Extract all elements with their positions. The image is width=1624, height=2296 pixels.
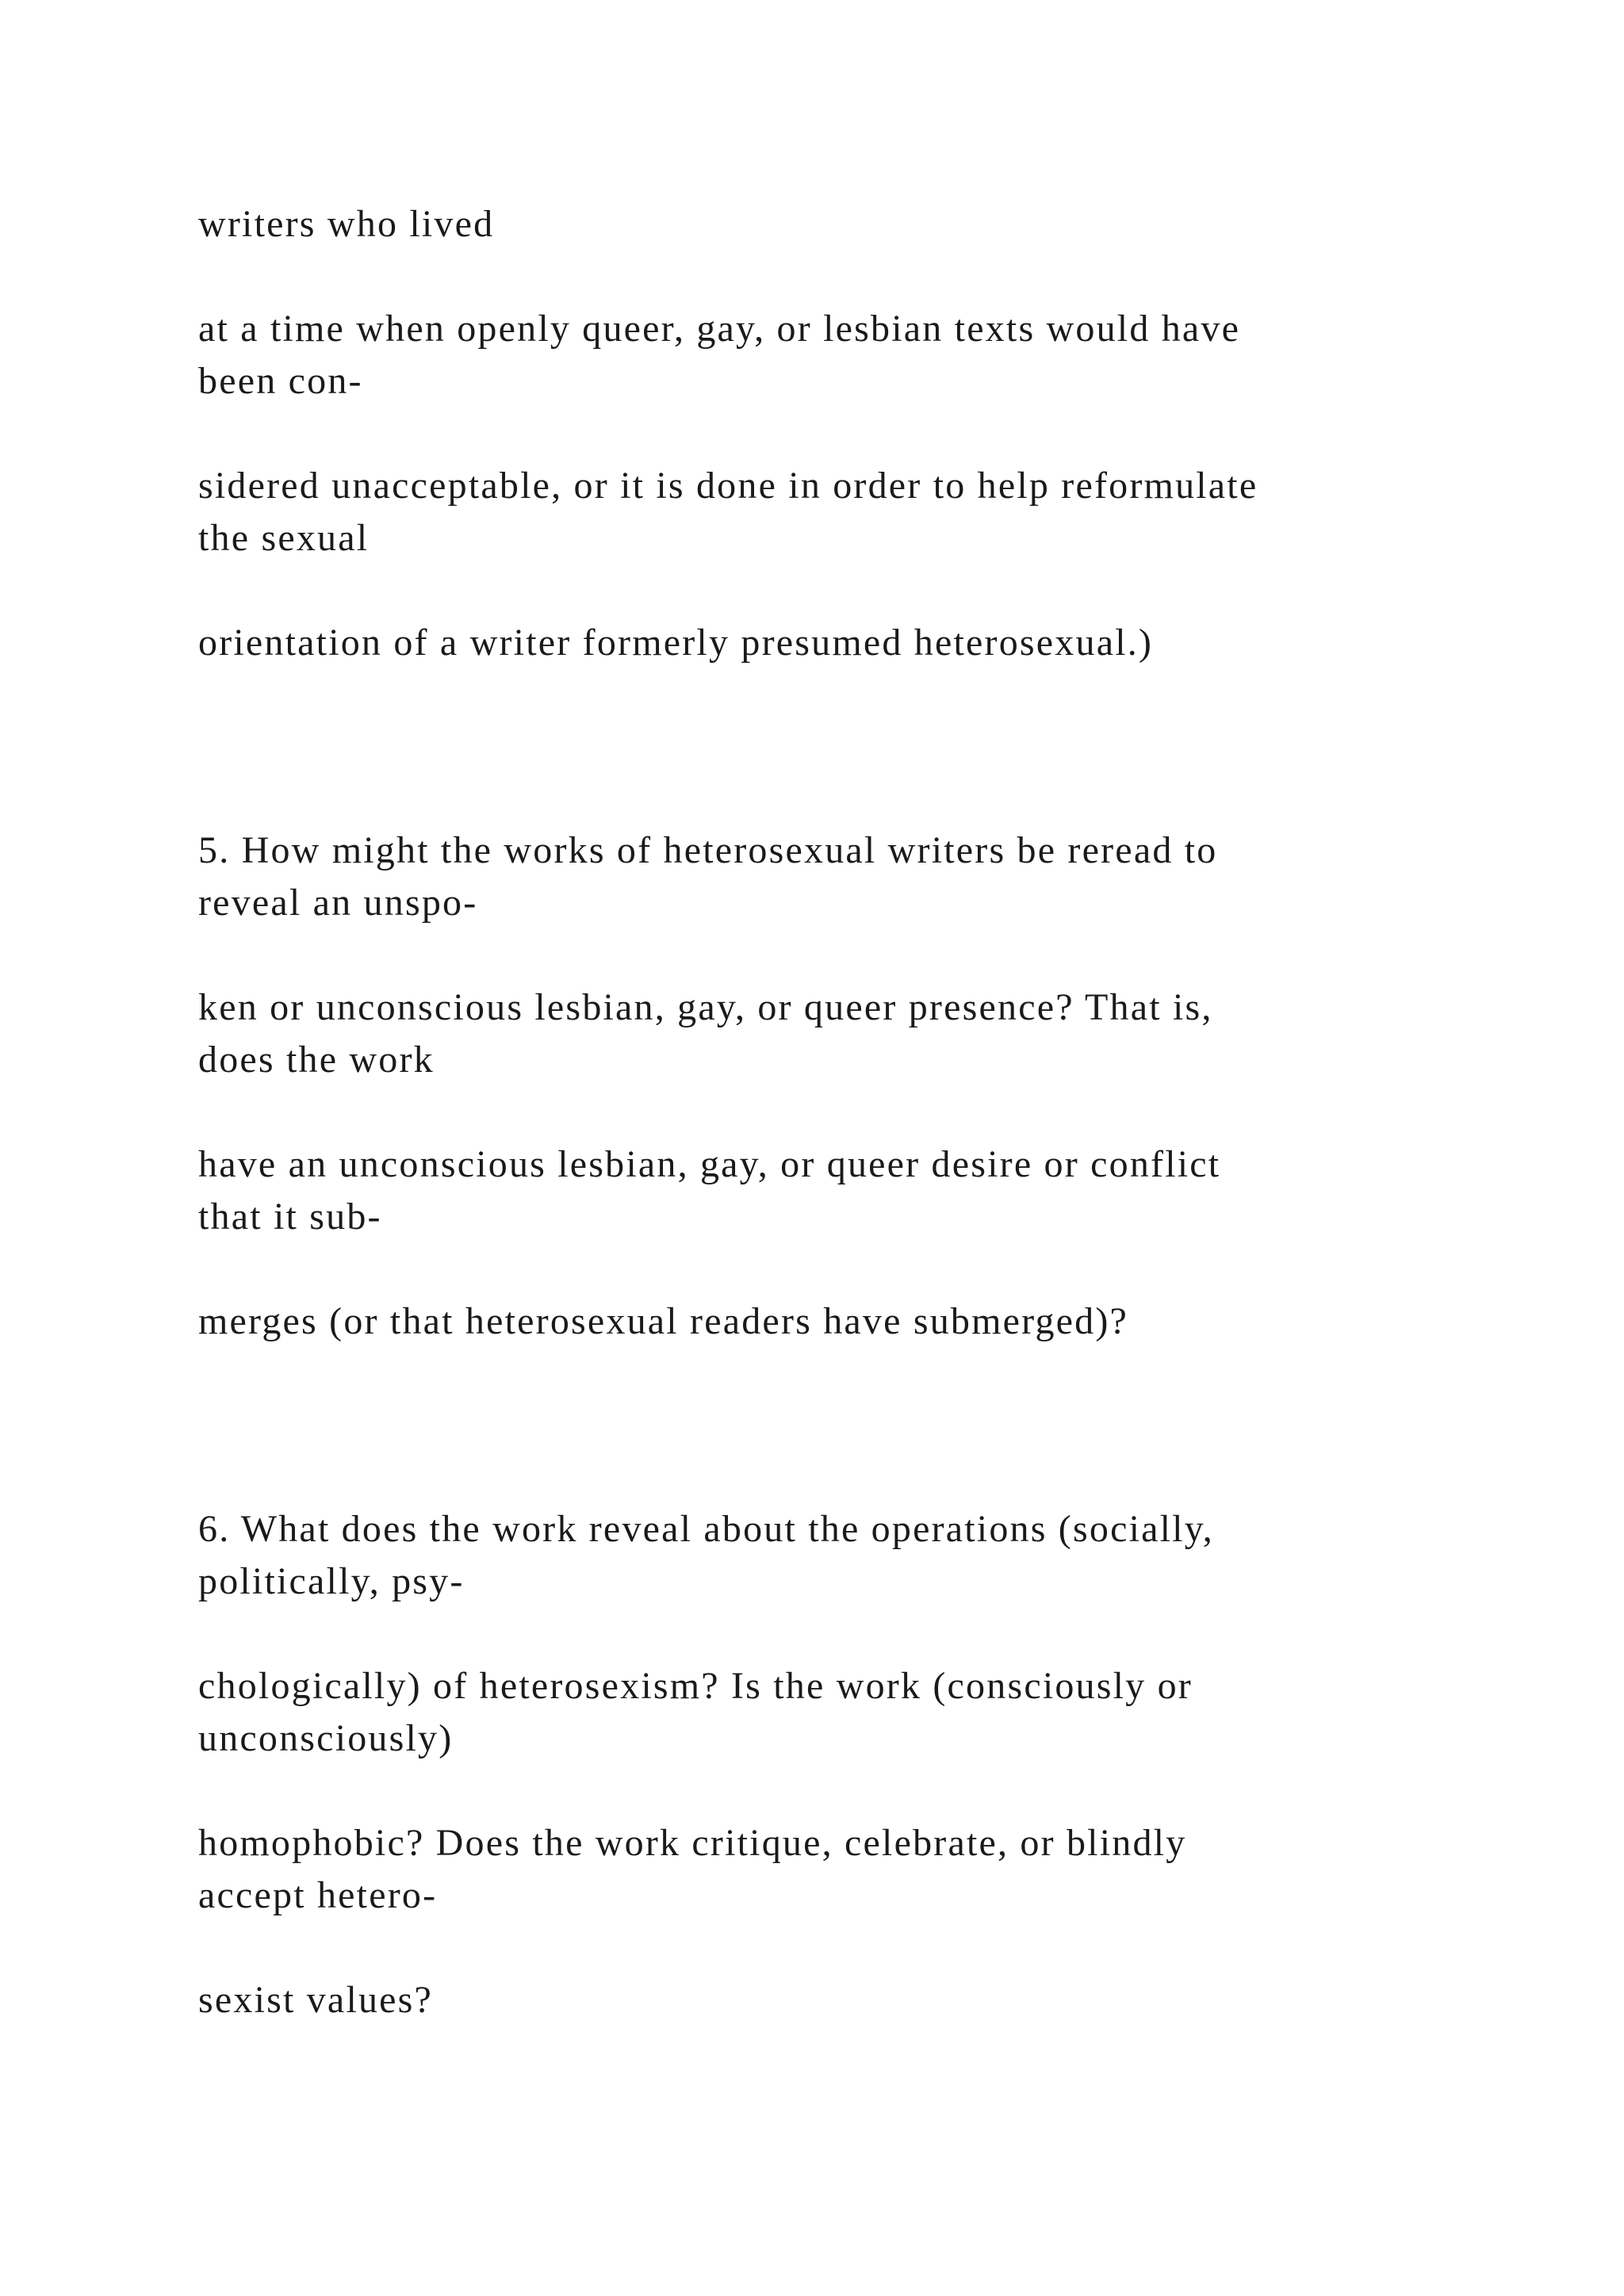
text-line: been con- — [198, 360, 363, 402]
text-line: have an unconscious lesbian, gay, or queer desire or conflict — [198, 1143, 1221, 1185]
question-6-text: 6. What does the work reveal about the operations (socially, — [198, 1508, 1214, 1550]
text-line: writers who lived — [198, 203, 495, 245]
text-line: ken or unconscious lesbian, gay, or queer presence? That is, — [198, 986, 1213, 1028]
text-line: does the work — [198, 1039, 435, 1081]
text-line: unconsciously) — [198, 1717, 454, 1759]
question-5-text: 5. How might the works of heterosexual writers be reread to — [198, 829, 1218, 871]
text-line: at a time when openly queer, gay, or lesbian texts would have — [198, 308, 1241, 350]
text-line: sexist values? — [198, 1979, 434, 2021]
text-line: that it sub- — [198, 1196, 382, 1238]
text-line: homophobic? Does the work critique, celebrate, or blindly — [198, 1822, 1187, 1864]
text-line: orientation of a writer formerly presumed heterosexual.) — [198, 622, 1154, 664]
text-line: chologically) of heterosexism? Is the work (consciously or — [198, 1665, 1193, 1707]
text-line: sidered unacceptable, or it is done in order to help reformulate — [198, 465, 1258, 507]
text-line: politically, psy- — [198, 1560, 465, 1602]
text-line: the sexual — [198, 517, 370, 559]
text-line: reveal an unspo- — [198, 882, 478, 924]
text-line: merges (or that heterosexual readers have submerged)? — [198, 1300, 1129, 1342]
text-line: accept hetero- — [198, 1874, 438, 1916]
